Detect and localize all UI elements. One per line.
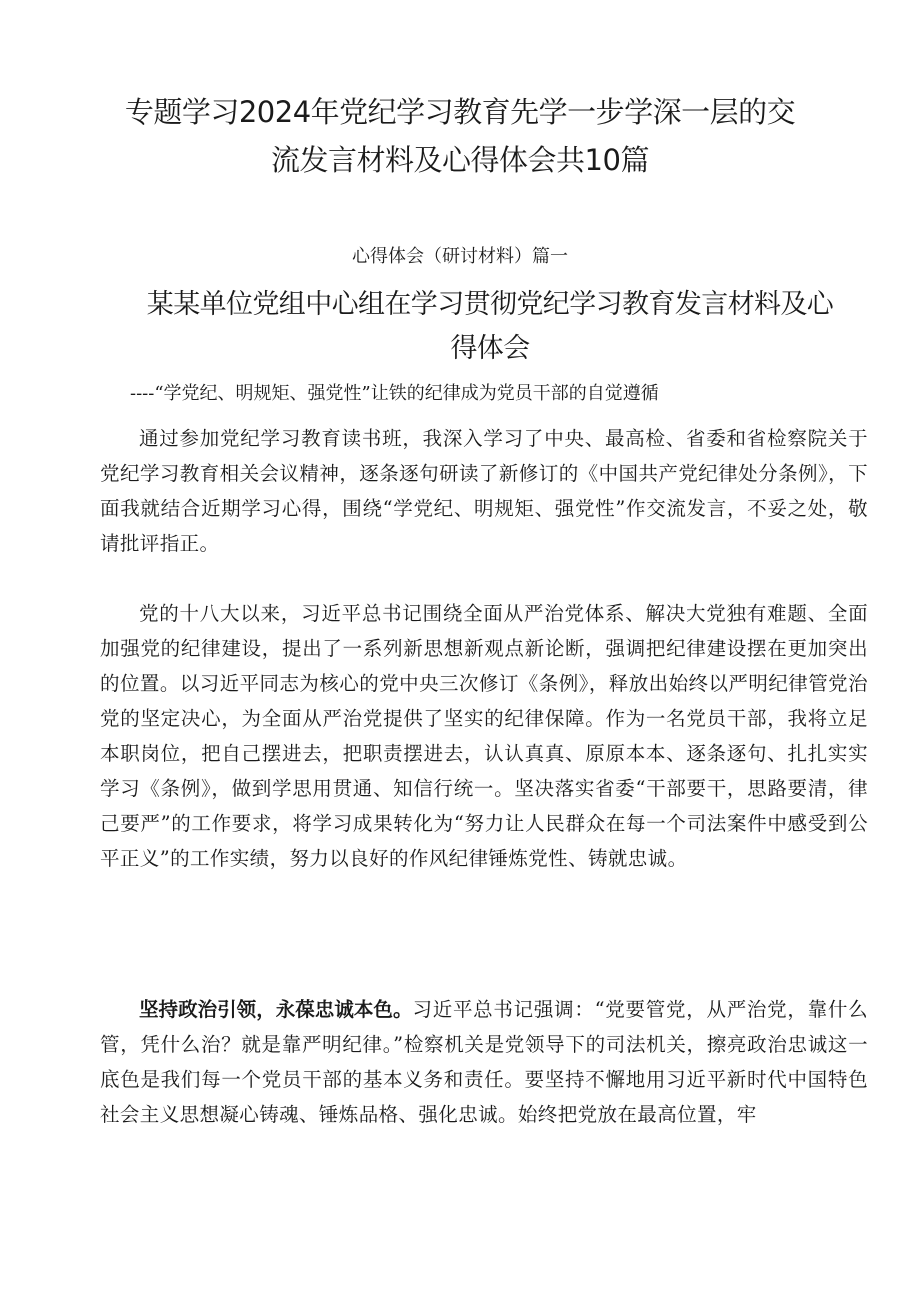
paragraph-3-body: 习近平总书记强调：“党要管党，从严治党，靠什么管，凭什么治？就是靠严明纪律。”检察机关是党领导下的司法机关，擦亮政治忠诚这一底色是我们每一个党员干部的基本义务和责任。要坚持不懈地用习近平新时代中国特色社会主义思想凝心铸魂、锤炼品格、强化忠诚。始终把党放在最高位置，牢 <box>100 998 868 1126</box>
paragraph-3-lead: 坚持政治引领，永葆忠诚本色。 <box>139 998 413 1021</box>
article-title-line1: 某某单位党组中心组在学习贯彻党纪学习教育发言材料及心 <box>146 289 834 320</box>
article-title <box>110 283 870 371</box>
paragraph-1: 通过参加党纪学习教育读书班，我深入学习了中央、最高检、省委和省检察院关于党纪学习教育相关会议精神，逐条逐句研读了新修订的《中国共产党纪律处分条例》，下面我就结合近期学习心得，围绕“学党纪、明规矩、强党性”作交流发言，不妥之处，敬请批评指正。 <box>100 427 868 555</box>
main-title <box>60 88 860 184</box>
article-title-line2: 得体会 <box>450 333 530 364</box>
main-title-line1: 专题学习2024年党纪学习教育先学一步学深一层的交 <box>124 95 796 129</box>
section-label: 心得体会（研讨材料）篇一 <box>352 246 568 267</box>
paragraph-2: 党的十八大以来，习近平总书记围绕全面从严治党体系、解决大党独有难题、全面加强党的纪律建设，提出了一系列新思想新观点新论断，强调把纪律建设摆在更加突出的位置。以习近平同志为核心的党中央三次修订《条例》，释放出始终以严明纪律管党治党的坚定决心，为全面从严治党提供了坚实的纪律保障。作为一名党员干部，我将立足本职岗位，把自己摆进去，把职责摆进去，认认真真、原原本本、逐条逐句、扎扎实实学习《条例》，做到学思用贯通、知信行统一。坚决落实省委“干部要干，思路要清，律己要严”的工作要求，将学习成果转化为“努力让人民群众在每一个司法案件中感受到公平正义”的工作实绩，努力以良好的作风纪律锤炼党性、铸就忠诚。 <box>100 602 868 870</box>
paragraph-3 <box>100 992 868 1132</box>
tagline: ----“学党纪、明规矩、强党性”让铁的纪律成为党员干部的自觉遵循 <box>130 383 659 404</box>
main-title-line2: 流发言材料及心得体会共10篇 <box>271 143 649 177</box>
